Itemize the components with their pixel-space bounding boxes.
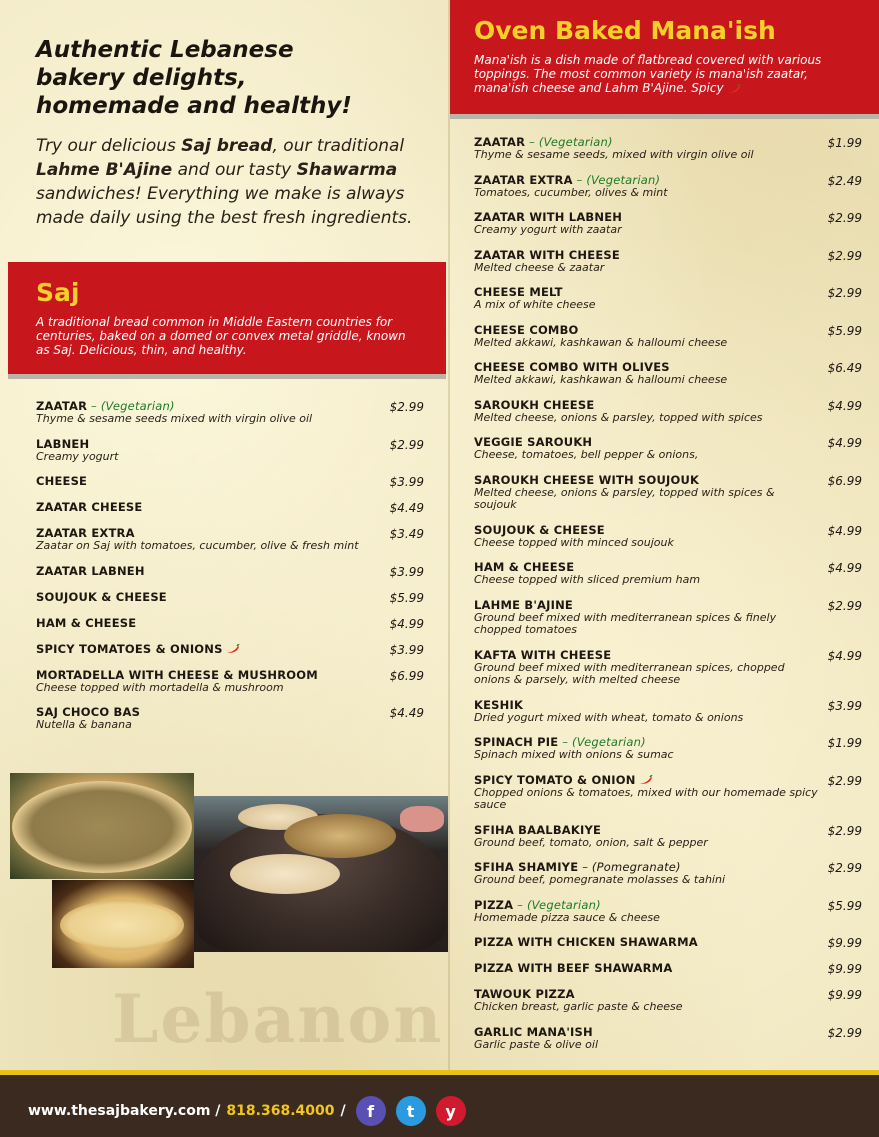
item-price: $2.99 bbox=[827, 861, 862, 875]
item-description: Melted cheese & zaatar bbox=[474, 260, 605, 274]
item-name: ZAATAR LABNEH bbox=[36, 563, 145, 578]
item-price: $1.99 bbox=[827, 736, 862, 750]
footer-bar bbox=[0, 1070, 879, 1137]
manaish-menu-item bbox=[474, 249, 862, 275]
chili-pepper-icon bbox=[226, 644, 240, 654]
manaish-menu-item bbox=[474, 399, 862, 425]
item-name: ZAATAR – (Vegetarian) bbox=[36, 399, 175, 413]
manaish-menu-item bbox=[474, 736, 862, 762]
vegetarian-tag: – (Vegetarian) bbox=[513, 897, 601, 912]
item-price: $4.99 bbox=[827, 523, 862, 538]
item-price: $2.99 bbox=[389, 400, 424, 414]
item-price: $6.99 bbox=[389, 668, 424, 683]
item-name: SFIHA BAALBAKIYE bbox=[474, 822, 602, 837]
item-price: $2.99 bbox=[827, 1025, 862, 1040]
chili-pepper-icon bbox=[727, 84, 741, 94]
manaish-menu-item bbox=[474, 174, 862, 200]
item-price: $3.99 bbox=[389, 475, 424, 489]
item-name: SOUJOUK & CHEESE bbox=[36, 589, 167, 604]
saj-menu-item bbox=[36, 706, 424, 732]
saj-bread-highlight: Saj bread bbox=[181, 136, 273, 156]
footer-separator: / bbox=[340, 1103, 346, 1119]
page-fold bbox=[448, 0, 450, 1070]
item-description: Tomatoes, cucumber, olives & mint bbox=[474, 185, 668, 199]
manaish-menu-item bbox=[474, 962, 862, 976]
phone-number[interactable]: 818.368.4000 bbox=[226, 1103, 335, 1119]
item-name: CHEESE MELT bbox=[474, 285, 563, 299]
item-name: CHEESE COMBO WITH OLIVES bbox=[474, 360, 670, 374]
item-description: Ground beef mixed with mediterranean spices, chopped onions & parsely, with melted cheese bbox=[474, 660, 785, 686]
saj-menu-item bbox=[36, 400, 424, 426]
item-price: $2.99 bbox=[827, 598, 862, 613]
item-price: $3.99 bbox=[827, 698, 862, 713]
item-price: $4.49 bbox=[389, 501, 424, 515]
manaish-menu-item bbox=[474, 286, 862, 312]
chili-pepper-icon bbox=[639, 775, 653, 785]
item-description: A mix of white cheese bbox=[474, 298, 596, 311]
item-description: Melted cheese, onions & parsley, topped with spices & soujouk bbox=[474, 485, 775, 511]
lebanon-watermark: Lebanon bbox=[112, 980, 444, 1058]
saj-menu-item bbox=[36, 438, 424, 464]
vegetarian-tag: – (Vegetarian) bbox=[558, 735, 646, 749]
manaish-menu-item bbox=[474, 436, 862, 462]
item-price: $4.99 bbox=[827, 436, 862, 450]
manaish-menu-item bbox=[474, 899, 862, 925]
item-price: $6.99 bbox=[827, 473, 862, 488]
manaish-menu-item bbox=[474, 599, 862, 637]
manaish-menu-item bbox=[474, 649, 862, 687]
contact-line bbox=[28, 1096, 466, 1126]
saj-menu-item bbox=[36, 527, 424, 553]
item-description: Creamy yogurt with zaatar bbox=[474, 223, 622, 236]
item-description: Melted cheese, onions & parsley, topped with spices bbox=[474, 410, 763, 424]
lahme-highlight: Lahme B'Ajine bbox=[36, 160, 173, 180]
item-name: HAM & CHEESE bbox=[36, 615, 137, 630]
saj-title: Saj bbox=[36, 278, 80, 307]
saj-menu-item bbox=[36, 617, 424, 631]
twitter-icon[interactable]: t bbox=[396, 1096, 426, 1126]
item-price: $3.99 bbox=[389, 642, 424, 657]
item-price: $2.99 bbox=[827, 823, 862, 838]
item-price: $3.99 bbox=[389, 564, 424, 579]
website-link[interactable]: www.thesajbakery.com / bbox=[28, 1103, 221, 1119]
item-name: LAHME B'AJINE bbox=[474, 597, 573, 612]
item-name: ZAATAR WITH LABNEH bbox=[474, 210, 623, 224]
item-price: $6.49 bbox=[827, 361, 862, 375]
item-price: $2.99 bbox=[389, 437, 424, 452]
item-price: $2.99 bbox=[827, 211, 862, 225]
intro-body: Try our delicious Saj bread, our traditional Lahme B'Ajine and our tasty Shawarma sandwiches! Everything we make is always made daily using the best fresh ingredients. bbox=[36, 136, 413, 228]
vegetarian-tag: – (Vegetarian) bbox=[525, 135, 613, 149]
item-description: Garlic paste & olive oil bbox=[474, 1037, 599, 1051]
saj-griddle-photo bbox=[194, 796, 448, 952]
item-description: Creamy yogurt bbox=[36, 449, 119, 463]
item-description: Nutella & banana bbox=[36, 718, 132, 731]
manaish-menu-item bbox=[474, 774, 862, 812]
item-description: Zaatar on Saj with tomatoes, cucumber, olive & fresh mint bbox=[36, 539, 359, 552]
manaish-menu-item bbox=[474, 988, 862, 1014]
vegetarian-tag: – (Vegetarian) bbox=[87, 399, 175, 413]
saj-menu-item bbox=[36, 669, 424, 695]
item-price: $4.99 bbox=[827, 398, 862, 413]
item-description: Thyme & sesame seeds mixed with virgin olive oil bbox=[36, 412, 313, 425]
item-name: HAM & CHEESE bbox=[474, 560, 575, 574]
item-name: SOUJOUK & CHEESE bbox=[474, 522, 605, 537]
item-name: PIZZA WITH CHICKEN SHAWARMA bbox=[474, 935, 698, 949]
item-name: SPICY TOMATO & ONION bbox=[474, 774, 820, 787]
manaish-menu-item bbox=[474, 824, 862, 850]
item-price: $4.99 bbox=[389, 616, 424, 631]
saj-menu-item bbox=[36, 565, 424, 579]
headline-line-1: Authentic Lebanese bbox=[36, 37, 294, 63]
item-description: Cheese topped with minced soujouk bbox=[474, 535, 674, 549]
item-price: $9.99 bbox=[827, 962, 862, 976]
item-price: $2.99 bbox=[827, 286, 862, 300]
saj-banner bbox=[8, 262, 446, 374]
item-name: CHEESE COMBO bbox=[474, 322, 579, 337]
item-price: $9.99 bbox=[827, 936, 862, 950]
item-price: $4.99 bbox=[827, 561, 862, 575]
saj-menu-item bbox=[36, 643, 424, 657]
manaish-menu-item bbox=[474, 936, 862, 950]
facebook-icon[interactable]: f bbox=[356, 1096, 386, 1126]
item-price: $4.99 bbox=[827, 648, 862, 663]
saj-menu-item bbox=[36, 591, 424, 605]
item-description: Cheese, tomatoes, bell pepper & onions, bbox=[474, 448, 699, 461]
item-description: Cheese topped with mortadella & mushroom bbox=[36, 680, 284, 694]
item-price: $9.99 bbox=[827, 988, 862, 1002]
item-name: PIZZA – (Vegetarian) bbox=[474, 897, 601, 912]
item-name: PIZZA WITH BEEF SHAWARMA bbox=[474, 961, 673, 975]
saj-menu-list bbox=[36, 400, 424, 744]
item-description: Ground beef, pomegranate molasses & tahini bbox=[474, 873, 726, 886]
item-price: $5.99 bbox=[389, 590, 424, 605]
manaish-menu-item bbox=[474, 324, 862, 350]
item-price: $4.49 bbox=[389, 706, 424, 720]
item-description: Homemade pizza sauce & cheese bbox=[474, 910, 660, 924]
manaish-menu-item bbox=[474, 861, 862, 887]
saj-menu-item bbox=[36, 501, 424, 515]
intro-section bbox=[36, 36, 436, 230]
manaish-menu-list bbox=[474, 136, 862, 1063]
vegetarian-tag: – (Vegetarian) bbox=[572, 172, 661, 187]
item-name: SAJ CHOCO BAS bbox=[36, 705, 141, 719]
item-variant-tag: – (Pomegranate) bbox=[578, 860, 681, 874]
item-name: SPINACH PIE – (Vegetarian) bbox=[474, 735, 646, 749]
item-description: Ground beef, tomato, onion, salt & pepper bbox=[474, 835, 708, 849]
cheese-flatbread-photo bbox=[52, 880, 194, 968]
manaish-banner bbox=[450, 0, 879, 114]
item-price: $2.49 bbox=[827, 173, 862, 188]
item-description: Chopped onions & tomatoes, mixed with our homemade spicy sauce bbox=[474, 785, 818, 811]
item-price: $3.49 bbox=[389, 527, 424, 541]
item-name: SAROUKH CHEESE bbox=[474, 397, 595, 412]
yelp-icon[interactable]: y bbox=[436, 1096, 466, 1126]
saj-menu-item bbox=[36, 475, 424, 489]
manaish-menu-item bbox=[474, 699, 862, 725]
item-price: $5.99 bbox=[827, 323, 862, 338]
headline-line-3: homemade and healthy! bbox=[36, 93, 352, 119]
item-name: VEGGIE SAROUKH bbox=[474, 435, 593, 449]
zaatar-flatbread-photo bbox=[10, 773, 194, 879]
item-name: ZAATAR EXTRA bbox=[36, 526, 135, 540]
item-name: CHEESE bbox=[36, 474, 88, 488]
item-description: Cheese topped with sliced premium ham bbox=[474, 573, 701, 586]
manaish-menu-item bbox=[474, 211, 862, 237]
item-price: $1.99 bbox=[827, 136, 862, 150]
item-name: ZAATAR CHEESE bbox=[36, 500, 143, 514]
item-name: SAROUKH CHEESE WITH SOUJOUK bbox=[474, 472, 700, 487]
item-name: SFIHA SHAMIYE – (Pomegranate) bbox=[474, 860, 681, 874]
headline-line-2: bakery delights, bbox=[36, 65, 247, 91]
item-description: Ground beef mixed with mediterranean spices & finely chopped tomatoes bbox=[474, 610, 777, 636]
manaish-menu-item bbox=[474, 474, 862, 512]
item-name: MORTADELLA WITH CHEESE & MUSHROOM bbox=[36, 667, 318, 682]
item-name: KAFTA WITH CHEESE bbox=[474, 647, 612, 662]
item-description: Spinach mixed with onions & sumac bbox=[474, 748, 674, 761]
item-description: Chicken breast, garlic paste & cheese bbox=[474, 1000, 683, 1013]
item-price: $2.99 bbox=[827, 773, 862, 788]
manaish-menu-item bbox=[474, 1026, 862, 1052]
item-price: $2.99 bbox=[827, 248, 862, 263]
item-description: Melted akkawi, kashkawan & halloumi cheese bbox=[474, 335, 728, 349]
item-price: $5.99 bbox=[827, 898, 862, 913]
manaish-menu-item bbox=[474, 524, 862, 550]
item-name: GARLIC MANA'ISH bbox=[474, 1024, 593, 1039]
item-description: Dried yogurt mixed with wheat, tomato & onions bbox=[474, 710, 744, 724]
manaish-menu-item bbox=[474, 561, 862, 587]
item-name: SPICY TOMATOES & ONIONS bbox=[36, 643, 382, 656]
manaish-title: Oven Baked Mana'ish bbox=[474, 16, 776, 45]
manaish-menu-item bbox=[474, 136, 862, 162]
item-name: LABNEH bbox=[36, 436, 90, 451]
item-name: ZAATAR WITH CHEESE bbox=[474, 247, 620, 262]
saj-description: A traditional bread common in Middle Eastern countries for centuries, baked on a domed or convex metal griddle, known as Saj. Delicious, thin, and healthy. bbox=[36, 315, 406, 357]
intro-headline bbox=[36, 36, 436, 120]
shawarma-highlight: Shawarma bbox=[296, 160, 398, 180]
item-description: Thyme & sesame seeds, mixed with virgin olive oil bbox=[474, 148, 754, 161]
item-name: TAWOUK PIZZA bbox=[474, 987, 575, 1001]
item-description: Melted akkawi, kashkawan & halloumi cheese bbox=[474, 373, 728, 386]
item-name: KESHIK bbox=[474, 697, 524, 712]
item-name: ZAATAR EXTRA – (Vegetarian) bbox=[474, 172, 661, 187]
manaish-description: Mana'ish is a dish made of flatbread covered with various toppings. The most common variety is mana'ish zaatar, mana'ish cheese and Lahm B'Ajine. Spicy bbox=[474, 53, 822, 95]
item-name: ZAATAR – (Vegetarian) bbox=[474, 135, 613, 149]
manaish-menu-item bbox=[474, 361, 862, 387]
